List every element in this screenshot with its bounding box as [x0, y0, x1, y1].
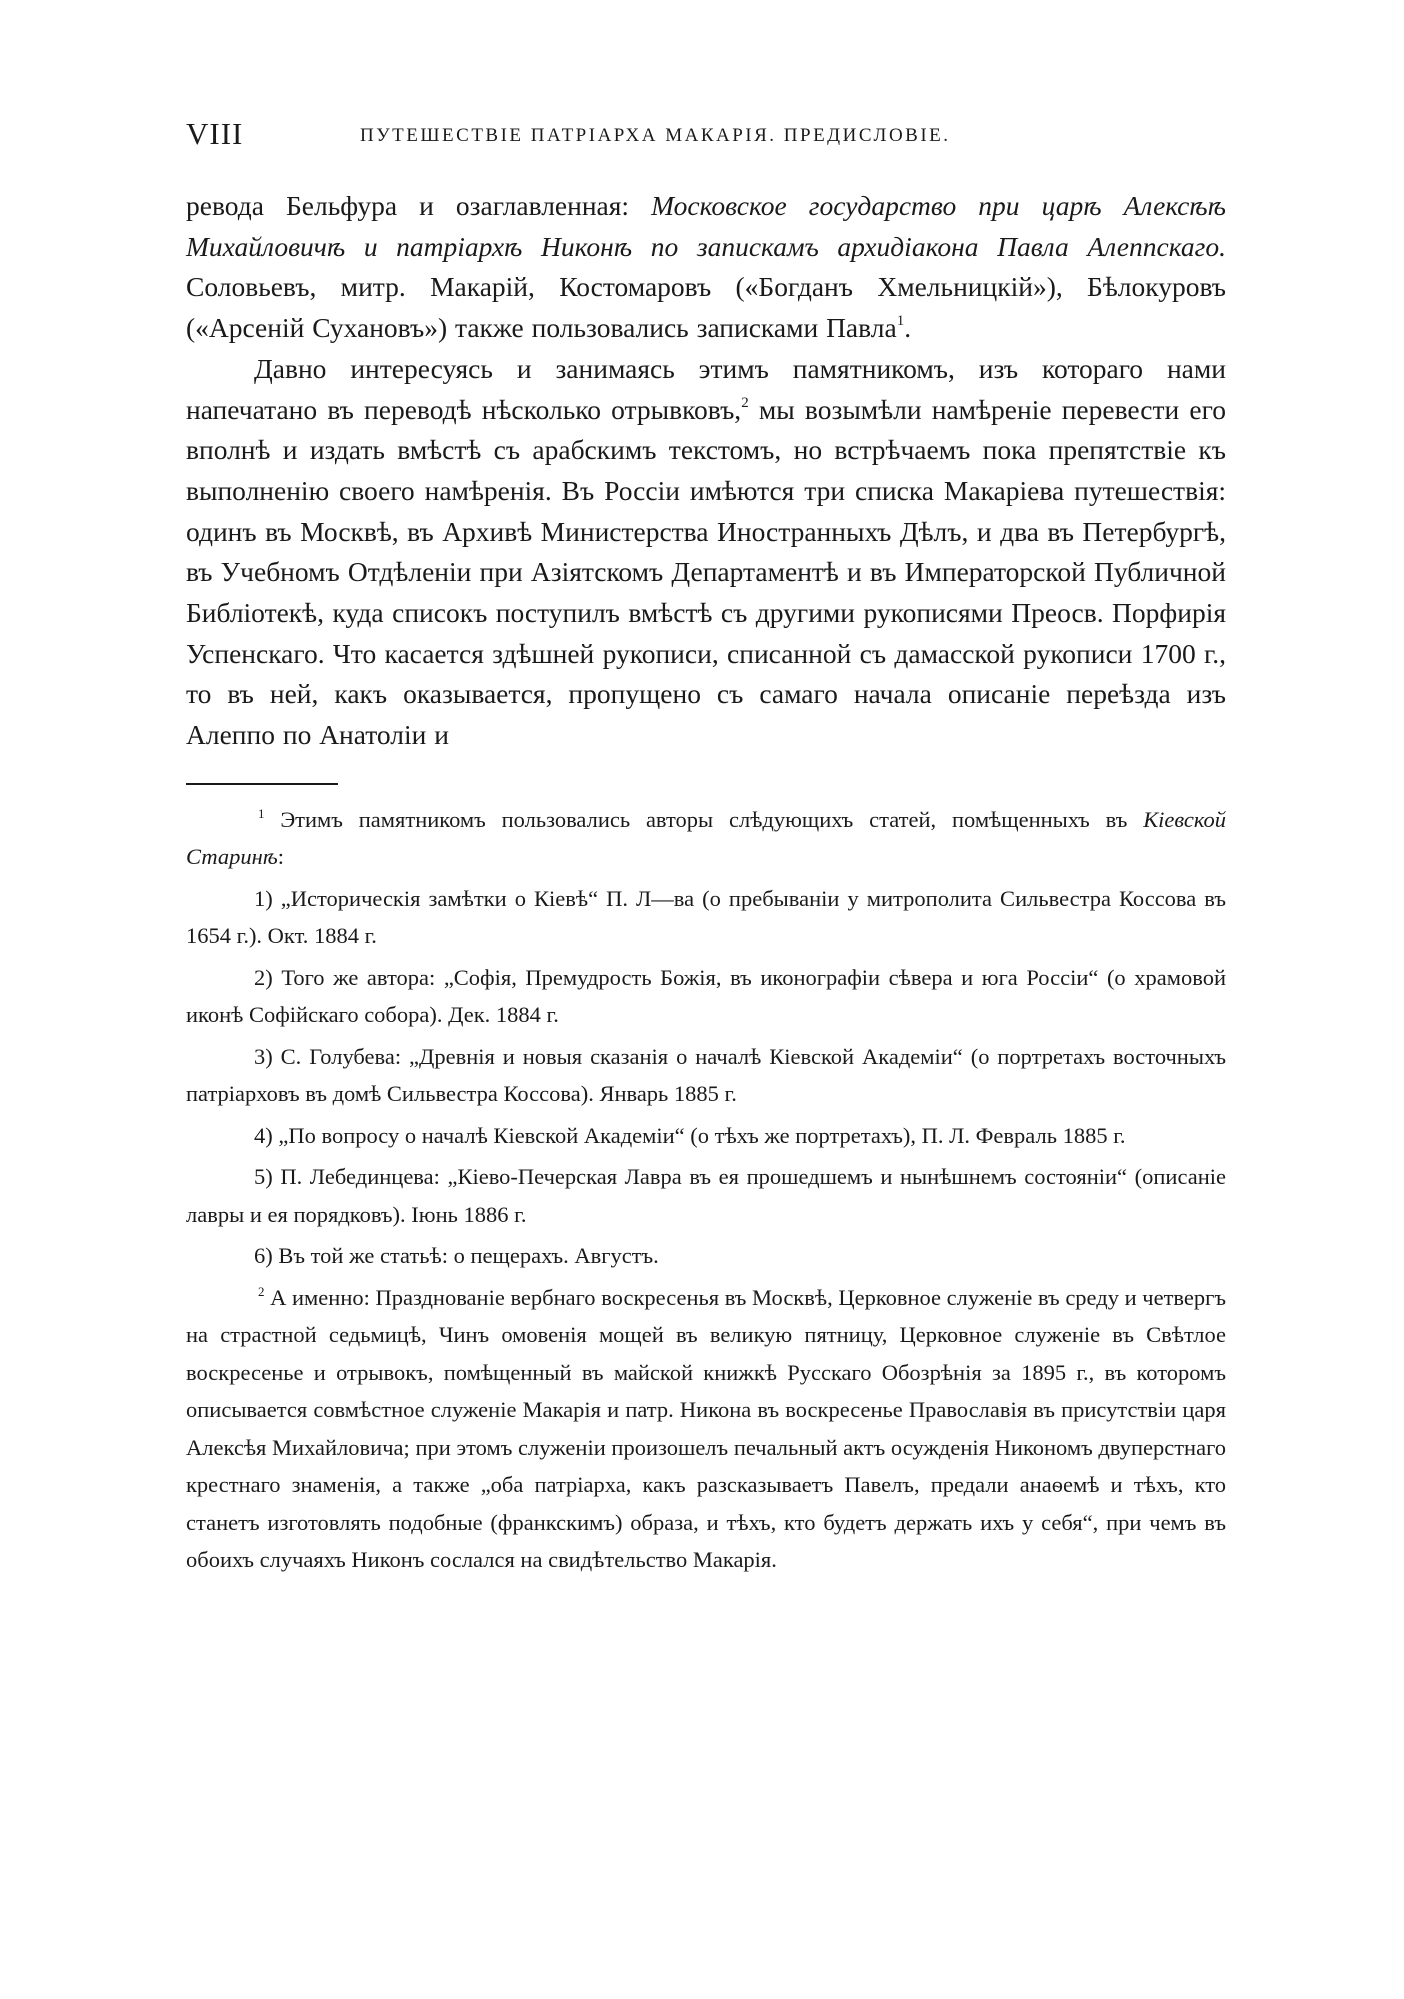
- footnote-ref-2[interactable]: 2: [741, 394, 749, 411]
- footnotes: [186, 801, 1226, 1579]
- footnote-1-item-1: 1) „Историческія замѣтки о Кіевѣ“ П. Л—ва (о пребываніи у митрополита Сильвестра Коссова въ 1654 г.). Окт. 1884 г.: [186, 885, 1226, 949]
- footnote-1-colon: :: [277, 844, 285, 870]
- footnote-2-text: А именно: Празднованіе вербнаго воскресенья въ Москвѣ, Церковное служеніе въ среду и четвергъ на страстной седьмицѣ, Чинъ омовенія мощей въ великую пятницу, Церковное служеніе въ Свѣтлое воскресенье и отрывокъ, помѣщенный въ майской книжкѣ Русскаго Обозрѣнія за 1895 г., въ которомъ описывается совмѣстное служеніе Макарія и патр. Никона въ воскресенье Православія въ присутствіи царя Алексѣя Михайловича; при этомъ служеніи произошелъ печальный актъ осужденія Никономъ двуперстнаго крестнаго знаменія, а также „оба патріарха, какъ разсказываетъ Павелъ, предали анаѳемѣ и тѣхъ, кто станетъ изготовлять подобные (франкскимъ) образа, и тѣхъ, кто будетъ держать ихъ у себя“, при чемъ въ обоихъ случаяхъ Никонъ сослался на свидѣтельство Макарія.: [186, 1284, 1226, 1573]
- footnote-1-text: Этимъ памятникомъ пользовались авторы слѣдующихъ статей, помѣщенныхъ въ: [264, 806, 1144, 832]
- paragraph-2-continuation: мы возымѣли намѣреніе перевести его вполнѣ и издать вмѣстѣ съ арабскимъ текстомъ, но встрѣчаемъ пока препятствіе къ выполненію своего намѣренія. Въ Россіи имѣются три списка Макаріева путешествія: одинъ въ Москвѣ, въ Архивѣ Министерства Иностранныхъ Дѣлъ, и два въ Петербургѣ, въ Учебномъ Отдѣленіи при Азіятскомъ Департаментѣ и въ Императорской Публичной Библіотекѣ, куда списокъ поступилъ вмѣстѣ съ другими рукописями Преосв. Порфирія Успенскаго. Что касается здѣшней рукописи, списанной съ дамасской рукописи 1700 г., то въ ней, какъ оказывается, пропущено съ самаго начала описаніе переѣзда изъ Алеппо по Анатоліи и: [186, 393, 1226, 751]
- footnote-1-item-3: 3) С. Голубева: „Древнія и новыя сказанія о началѣ Кіевской Академіи“ (о портретахъ восточныхъ патріарховъ въ домѣ Сильвестра Коссова). Январь 1885 г.: [186, 1043, 1226, 1107]
- paragraph-1-start: ревода Бельфура и озаглавленная:: [186, 190, 652, 221]
- paragraph-1-end: .: [904, 312, 912, 344]
- paragraph-2: [186, 349, 1226, 756]
- paragraph-1-continuation: Соловьевъ, митр. Макарій, Костомаровъ («Богданъ Хмельницкій»), Бѣлокуровъ («Арсеній Сухановъ») также пользовались записками Павла: [186, 271, 1226, 344]
- footnote-ref-1[interactable]: 1: [896, 313, 905, 330]
- page-number: VIII: [186, 116, 244, 151]
- footnote-1: [186, 801, 1226, 876]
- paragraph-2-start: Давно интересуясь и занимаясь этимъ памятникомъ, изъ котораго нами напечатано въ переводѣ нѣсколько отрывковъ,: [186, 352, 1226, 425]
- main-text: [186, 186, 1226, 756]
- footnote-1-item-2: 2) Того же автора: „Софія, Премудрость Божія, въ иконографіи сѣвера и юга Россіи“ (о храмовой иконѣ Софійскаго собора). Дек. 1884 г.: [186, 964, 1226, 1028]
- footnote-divider: [186, 783, 338, 785]
- page-header: [186, 116, 1226, 160]
- journal-title-italic: Кіевской Старинѣ: [186, 806, 1226, 870]
- footnote-1-item-4: 4) „По вопросу о началѣ Кіевской Академіи“ (о тѣхъ же портретахъ), П. Л. Февраль 1885 г.: [254, 1122, 1126, 1148]
- footnote-1-item-6: 6) Въ той же статьѣ: о пещерахъ. Августъ.: [254, 1243, 659, 1269]
- footnote-marker-2: 2: [258, 1283, 265, 1299]
- footnote-1-item-5: 5) П. Лебединцева: „Кіево-Печерская Лавра въ ея прошедшемъ и нынѣшнемъ состояніи“ (описаніе лавры и ея порядковъ). Іюнь 1886 г.: [186, 1164, 1226, 1227]
- footnote-2: [186, 1279, 1226, 1579]
- book-title-italic: Московское государство при царѣ Алексѣѣ Михайловичѣ и патріархѣ Никонѣ по запискамъ архидіакона Павла Алеппскаго.: [186, 190, 1226, 262]
- book-page: [186, 116, 1226, 1583]
- running-title: ПУТЕШЕСТВІЕ ПАТРІАРХА МАКАРІЯ. ПРЕДИСЛОВІЕ.: [360, 125, 951, 146]
- paragraph-1: [186, 186, 1226, 349]
- footnote-marker-1: 1: [258, 805, 265, 821]
